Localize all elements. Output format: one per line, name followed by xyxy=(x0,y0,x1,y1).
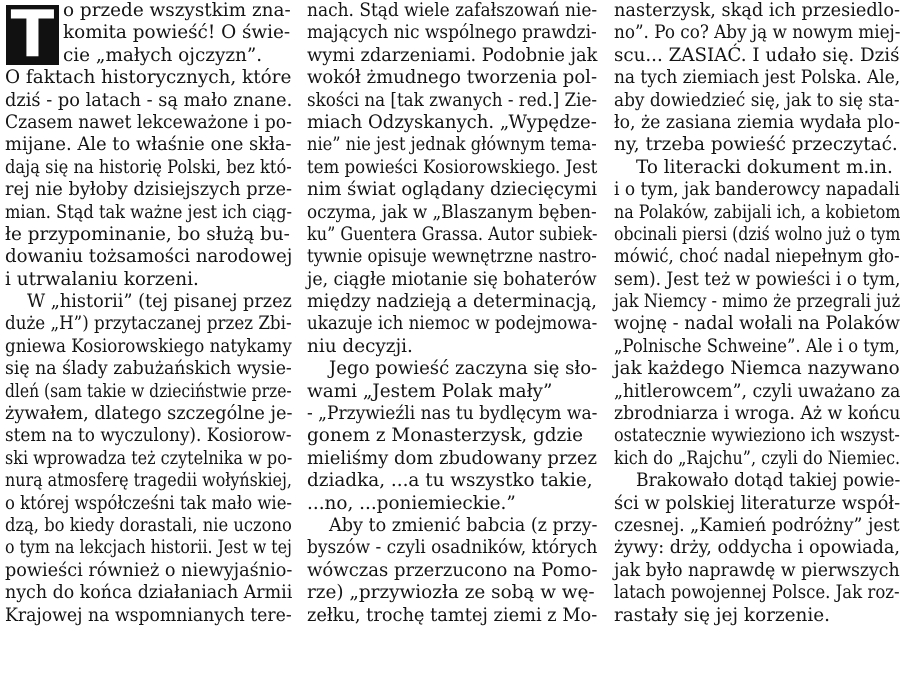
text-line: tem powieści Kosiorowskiego. Jest xyxy=(307,156,598,178)
text-line: jak Niemcy - mimo że przegrali już xyxy=(614,291,900,313)
text-line: i o tym, jak banderowcy napadali xyxy=(614,179,900,201)
text-line: łe przypominanie, bo służą bu- xyxy=(5,223,290,245)
text-line: nim świat oglądany dziecięcymi xyxy=(307,179,598,201)
text-line: ku” Guentera Grassa. Autor subiek- xyxy=(307,223,598,245)
text-line: „hitlerowcem”, czyli uważano za xyxy=(614,380,900,402)
text-line: mijane. Ale to właśnie one skła- xyxy=(5,134,292,156)
text-line: ło, że zasiana ziemia wydała plo- xyxy=(614,111,900,133)
text-line: Brakowało dotąd takiej powie- xyxy=(636,470,900,492)
text-line: mieliśmy dom zbudowany przez xyxy=(307,447,597,469)
text-line: ...no, ...poniemieckie.” xyxy=(307,492,516,514)
text-line: niu decyzji. xyxy=(307,335,413,357)
text-line: sem). Jest też w powieści i o tym, xyxy=(614,268,900,290)
text-line: między nadzieją a determinacją, xyxy=(307,291,597,313)
text-line: o której współcześni tak mało wie- xyxy=(5,492,292,514)
text-line: ny, trzeba powieść przeczytać. xyxy=(614,134,898,156)
text-line: nie” nie jest jednak głównym tema- xyxy=(307,134,597,156)
text-line: dziadka, ...a tu wszystko takie, xyxy=(307,470,593,492)
text-line: wami „Jestem Polak mały” xyxy=(307,380,553,402)
text-line: latach powojennej Polsce. Jak roz- xyxy=(614,582,900,604)
text-line: Czasem nawet lekceważone i po- xyxy=(5,111,292,133)
text-line: Aby to zmienić babcia (z przy- xyxy=(329,514,598,536)
text-line: nurą atmosferę tragedii wołyńskiej, xyxy=(5,470,292,492)
text-line: skości na [tak zwanych - red.] Zie- xyxy=(307,89,598,111)
text-line: zbrodniarza i wroga. Aż w końcu xyxy=(614,403,900,425)
text-column-2 xyxy=(307,0,597,627)
text-line: mówić, choć nadal niepełnym gło- xyxy=(614,246,900,268)
text-line: Krajowej na wspomnianych tere- xyxy=(5,604,292,626)
text-line: wówczas przerzucono na Pomo- xyxy=(307,559,598,581)
text-line: scu... ZASIAĆ. I udało się. Dziś xyxy=(614,44,900,66)
text-line: o przede wszystkim zna- xyxy=(63,0,291,21)
text-line: - „Przywieźli nas tu bydlęcym wa- xyxy=(307,403,598,425)
text-line: dleń (sam takie w dzieciństwie prze- xyxy=(5,380,292,402)
text-column-3 xyxy=(614,0,900,627)
text-line: zełku, trochę tamtej ziemi z Mo- xyxy=(307,604,598,626)
text-line: je, ciągłe miotanie się bohaterów xyxy=(307,268,597,290)
text-line: nasterzysk, skąd ich przesiedlo- xyxy=(614,0,900,21)
text-line: „Polnische Schweine”. Ale i o tym, xyxy=(614,335,900,357)
text-line: rej nie byłoby dzisiejszych prze- xyxy=(5,179,292,201)
text-line: oczyma, jak w „Blaszanym bęben- xyxy=(307,201,597,223)
text-line: aby dowiedzieć się, jak to się sta- xyxy=(614,89,900,111)
drop-cap-letter: T xyxy=(10,0,55,72)
text-line: komita powieść! O świe- xyxy=(63,22,291,44)
text-line: cie „małych ojczyzn”. xyxy=(63,44,263,66)
text-line: wojnę - nadal wołali na Polaków xyxy=(614,313,900,335)
text-line: miach Odzyskanych. „Wypędze- xyxy=(307,111,597,133)
text-line: tywnie opisuje wewnętrzne nastro- xyxy=(307,246,597,268)
text-line: wokół żmudnego tworzenia pol- xyxy=(307,67,598,89)
text-column-1 xyxy=(5,0,292,627)
text-line: W „historii” (tej pisanej przez xyxy=(27,291,292,313)
text-line: dowaniu tożsamości narodowej xyxy=(5,246,293,268)
text-line: mających nic wspólnego prawdzi- xyxy=(307,22,597,44)
text-line: no”. Po co? Aby ją w nowym miej- xyxy=(614,22,900,44)
text-line: nych do końca działaniach Armii xyxy=(5,582,293,604)
text-line: powieści również o niewyjaśnio- xyxy=(5,559,293,581)
text-line: Jego powieść zaczyna się sło- xyxy=(329,358,598,380)
text-line: rastały się jej korzenie. xyxy=(614,604,830,626)
text-line: rze) „przywiozła ze sobą w wę- xyxy=(307,582,595,604)
text-line: ukazuje ich niemoc w podejmowa- xyxy=(307,313,598,335)
text-line: na tych ziemiach jest Polska. Ale, xyxy=(614,67,900,89)
text-line: To literacki dokument m.in. xyxy=(636,156,893,178)
text-line: jak było naprawdę w pierwszych xyxy=(614,559,900,581)
text-line: ści w polskiej literaturze współ- xyxy=(614,492,900,514)
text-line: wymi zdarzeniami. Podobnie jak xyxy=(307,44,598,66)
text-line: dziś - po latach - są mało znane. xyxy=(5,89,293,111)
text-line: gonem z Monasterzysk, gdzie xyxy=(307,425,583,447)
text-line: mian. Stąd tak ważne jest ich ciąg- xyxy=(5,201,292,223)
text-line: żywałem, dlatego szczególne je- xyxy=(5,403,293,425)
text-line: nach. Stąd wiele zafałszowań nie- xyxy=(307,0,598,21)
text-line: O faktach historycznych, które xyxy=(5,67,292,89)
text-line: gniewa Kosiorowskiego natykamy xyxy=(5,335,292,357)
text-line: stem na to wyczulony). Kosiorow- xyxy=(5,425,292,447)
text-line: na Polaków, zabijali ich, a kobietom xyxy=(614,201,900,223)
text-line: duże „H”) przytaczanej przez Zbi- xyxy=(5,313,292,335)
text-line: czesnej. „Kamień podróżny” jest xyxy=(614,514,900,536)
text-line: obcinali piersi (dziś wolno już o tym xyxy=(614,223,900,245)
text-line: jak każdego Niemca nazywano xyxy=(614,358,900,380)
text-line: ski wprowadza też czytelnika w po- xyxy=(5,447,293,469)
text-line: ostatecznie wywieziono ich wszyst- xyxy=(614,425,900,447)
text-line: i utrwalaniu korzeni. xyxy=(5,268,199,290)
text-line: się na ślady zabużańskich wysie- xyxy=(5,358,292,380)
text-line: kich do „Rajchu”, czyli do Niemiec. xyxy=(614,447,900,469)
text-line: byszów - czyli osadników, których xyxy=(307,537,598,559)
text-line: dają się na historię Polski, bez któ- xyxy=(5,156,292,178)
text-line: dzą, bo kiedy dorastali, nie uczono xyxy=(5,514,292,536)
text-line: żywy: drży, oddycha i opowiada, xyxy=(614,537,900,559)
text-line: o tym na lekcjach historii. Jest w tej xyxy=(5,537,292,559)
